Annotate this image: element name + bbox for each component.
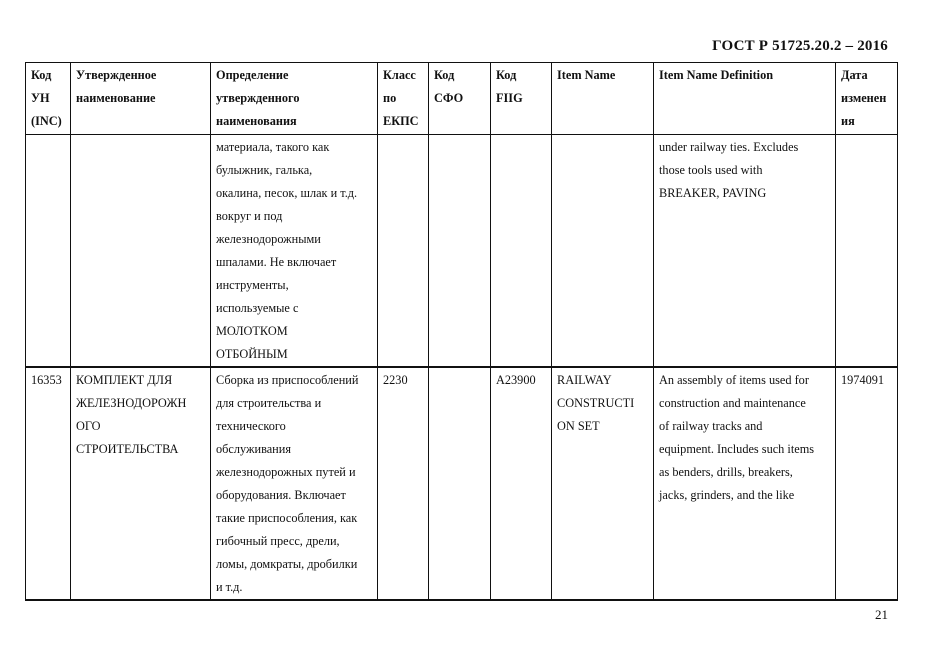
table-row [26,367,898,600]
column-header-approved-name: Утвержденное наименование [71,63,211,135]
cell-fiig [491,135,552,368]
document-standard-header: ГОСТ Р 51725.20.2 – 2016 [712,38,888,54]
column-header-inc: Код УН (INC) [26,63,71,135]
column-header-class: Класс по ЕКПС [378,63,429,135]
column-header-definition: Определение утвержденного наименования [211,63,378,135]
cell-item-name: RAILWAY CONSTRUCTI ON SET [552,367,654,600]
column-header-date: Дата изменен ия [836,63,898,135]
column-header-sfo: Код СФО [429,63,491,135]
column-header-item-name-definition: Item Name Definition [654,63,836,135]
table-header-row [26,63,898,135]
page-number: 21 [875,607,888,622]
table-row [26,135,898,368]
cell-class [378,135,429,368]
cell-definition: материала, такого как булыжник, галька, окалина, песок, шлак и т.д. вокруг и под железнодорожными шпалами. Не включает инструменты, используемые с МОЛОТКОМ ОТБОЙНЫМ [211,135,378,368]
cell-inc [26,135,71,368]
column-header-item-name: Item Name [552,63,654,135]
cell-inc: 16353 [26,367,71,600]
cell-item-name-definition: An assembly of items used for construction and maintenance of railway tracks and equipment. Includes such items as benders, drills, breakers, jacks, grinders, and the like [654,367,836,600]
cell-fiig: A23900 [491,367,552,600]
cell-date [836,135,898,368]
cell-approved-name: КОМПЛЕКТ ДЛЯ ЖЕЛЕЗНОДОРОЖН ОГО СТРОИТЕЛЬСТВА [71,367,211,600]
cell-sfo [429,367,491,600]
cell-date: 1974091 [836,367,898,600]
column-header-fiig: Код FIIG [491,63,552,135]
cell-item-name-definition: under railway ties. Excludes those tools used with BREAKER, PAVING [654,135,836,368]
cell-sfo [429,135,491,368]
cell-item-name [552,135,654,368]
catalog-table [25,62,898,601]
cell-class: 2230 [378,367,429,600]
cell-approved-name [71,135,211,368]
cell-definition: Сборка из приспособлений для строительства и технического обслуживания железнодорожных путей и оборудования. Включает такие приспособления, как гибочный пресс, дрели, ломы, домкраты, дробилки и т.д. [211,367,378,600]
